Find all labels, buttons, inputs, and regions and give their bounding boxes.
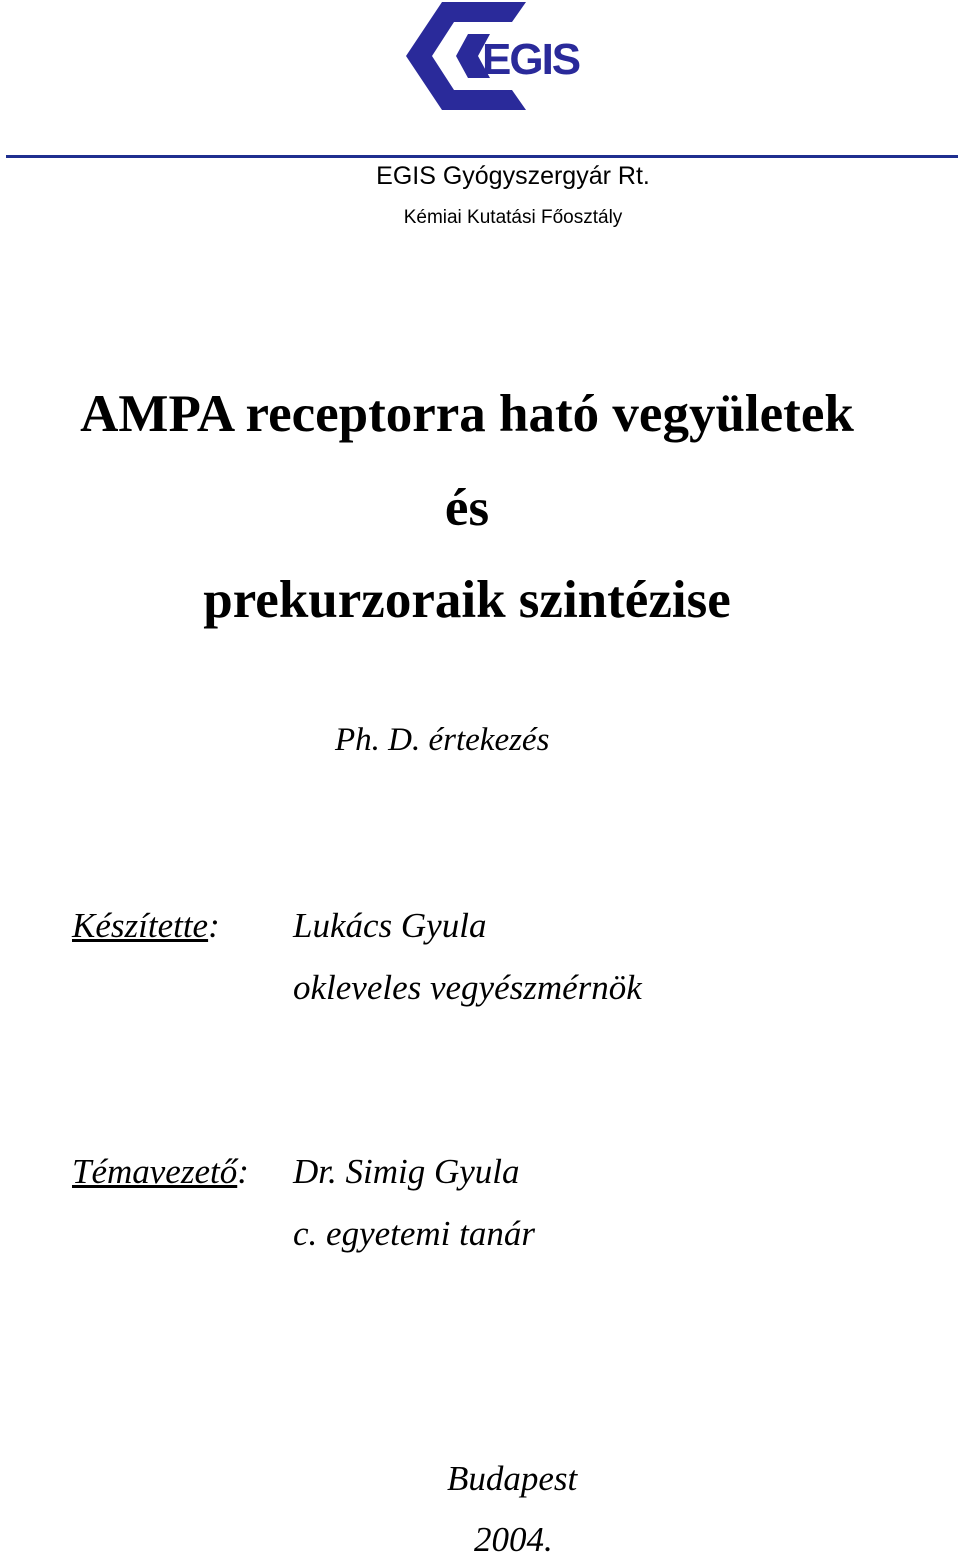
author-label: [72, 906, 220, 946]
author-label-text: Készítette: [72, 906, 209, 945]
footer-city: Budapest: [447, 1459, 578, 1498]
department-name: Kémiai Kutatási Főosztály: [403, 207, 623, 228]
author-label-colon: :: [208, 906, 220, 945]
thesis-type: Ph. D. értekezés: [335, 722, 550, 758]
footer-year: 2004.: [474, 1520, 553, 1559]
author-degree: okleveles vegyészmérnök: [293, 968, 642, 1007]
supervisor-label-text: Témavezető: [72, 1152, 238, 1191]
supervisor-label-colon: :: [237, 1152, 249, 1191]
title-line-3: prekurzoraik szintézise: [203, 571, 731, 629]
supervisor-label: [72, 1152, 249, 1192]
title-line-2: és: [444, 479, 490, 537]
title-line-1: AMPA receptorra ható vegyületek: [80, 385, 854, 443]
supervisor-position: c. egyetemi tanár: [293, 1214, 535, 1253]
supervisor-name: Dr. Simig Gyula: [293, 1152, 520, 1191]
logo-wordmark: EGIS: [482, 35, 580, 84]
company-name: EGIS Gyógyszergyár Rt.: [376, 162, 650, 190]
egis-logo-icon: [404, 0, 590, 112]
header-rule: [6, 155, 958, 158]
egis-logo: [404, 0, 590, 112]
author-name: Lukács Gyula: [293, 906, 487, 945]
